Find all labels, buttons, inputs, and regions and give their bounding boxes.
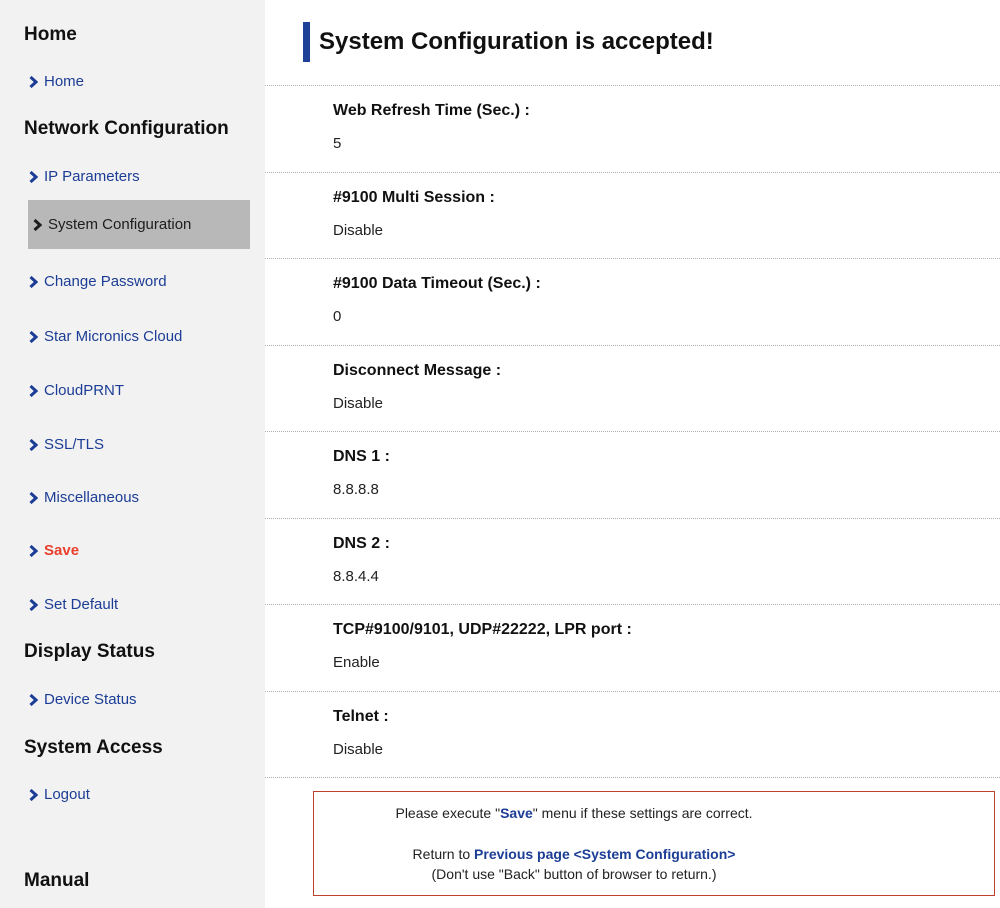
sidebar-heading-manual: Manual xyxy=(24,870,90,891)
field-label: Disconnect Message : xyxy=(333,361,502,379)
title-accent-bar xyxy=(303,22,310,62)
sidebar-item-label: IP Parameters xyxy=(44,168,140,185)
chevron-right-icon xyxy=(29,76,38,88)
sidebar-item-label: SSL/TLS xyxy=(44,436,105,453)
chevron-right-icon xyxy=(29,599,38,611)
field-label: #9100 Multi Session : xyxy=(333,188,495,206)
sidebar-item-label: Save xyxy=(44,542,80,559)
sidebar-item-label: Miscellaneous xyxy=(44,489,140,506)
sidebar-heading-system-access: System Access xyxy=(24,737,163,758)
sidebar-item-label: Set Default xyxy=(44,596,119,613)
field-label: DNS 1 : xyxy=(333,448,390,465)
field-label: TCP#9100/9101, UDP#22222, LPR port : xyxy=(333,621,632,638)
field-row-dns2 xyxy=(265,518,1000,605)
chevron-right-icon xyxy=(29,276,38,288)
sidebar-heading-home: Home xyxy=(24,24,77,45)
sidebar-item-home[interactable] xyxy=(29,72,84,92)
sidebar-item-ip-parameters[interactable] xyxy=(29,167,140,187)
field-value: 8.8.8.8 xyxy=(333,481,379,498)
field-label: #9100 Data Timeout (Sec.) : xyxy=(333,275,541,292)
field-row-disconnect-message xyxy=(265,345,1000,432)
previous-page-link[interactable]: Previous page <System Configuration> xyxy=(474,846,736,862)
field-value: Disable xyxy=(333,394,384,412)
field-row-telnet xyxy=(265,691,1000,778)
sidebar-item-label: CloudPRNT xyxy=(44,382,125,399)
sidebar-heading-display-status: Display Status xyxy=(24,641,155,662)
chevron-right-icon xyxy=(29,545,38,557)
sidebar-item-label: Device Status xyxy=(44,691,137,708)
notice-box xyxy=(313,791,995,896)
field-row-multi-session xyxy=(265,172,1000,259)
sidebar xyxy=(0,0,265,908)
field-row-ports xyxy=(265,604,1000,691)
chevron-right-icon xyxy=(29,385,38,397)
field-value: 0 xyxy=(333,308,342,325)
chevron-right-icon xyxy=(29,171,38,183)
chevron-right-icon xyxy=(29,492,38,504)
chevron-right-icon xyxy=(29,439,38,451)
field-label: DNS 2 : xyxy=(333,534,390,552)
field-row-dns1 xyxy=(265,431,1000,518)
chevron-right-icon xyxy=(29,331,38,343)
field-value: Disable xyxy=(333,740,384,758)
save-menu-emphasis: Save xyxy=(500,805,533,821)
notice-line-execute-save xyxy=(314,805,834,822)
sidebar-item-label: Change Password xyxy=(44,273,167,290)
field-value: Enable xyxy=(333,654,380,671)
chevron-right-icon xyxy=(29,789,38,801)
sidebar-item-label: Logout xyxy=(44,786,90,803)
field-row-data-timeout xyxy=(265,258,1000,345)
sidebar-item-set-default[interactable] xyxy=(29,595,118,615)
sidebar-item-star-micronics-cloud[interactable] xyxy=(29,327,182,347)
page-title: System Configuration is accepted! xyxy=(319,28,714,55)
chevron-right-icon xyxy=(29,694,38,706)
sidebar-item-logout[interactable] xyxy=(29,785,90,805)
sidebar-item-change-password[interactable] xyxy=(29,272,167,292)
sidebar-item-label: Home xyxy=(44,73,85,90)
notice-text: Please execute " xyxy=(395,805,501,821)
sidebar-heading-network-configuration: Network Configuration xyxy=(24,118,229,139)
sidebar-item-device-status[interactable] xyxy=(29,690,137,710)
notice-text: " menu if these settings are correct. xyxy=(532,805,753,821)
page-title-row xyxy=(265,0,1000,62)
field-value: 5 xyxy=(333,135,342,152)
sidebar-item-save[interactable] xyxy=(29,541,79,561)
sidebar-item-miscellaneous[interactable] xyxy=(29,488,139,508)
notice-line-return xyxy=(314,846,834,863)
main-content xyxy=(265,0,1000,896)
sidebar-item-label: Star Micronics Cloud xyxy=(44,328,183,345)
sidebar-item-ssl-tls[interactable] xyxy=(29,435,104,455)
field-value: Disable xyxy=(333,221,384,239)
notice-text: Return to xyxy=(412,846,475,862)
settings-list xyxy=(265,85,1000,778)
sidebar-item-system-configuration[interactable] xyxy=(28,200,250,249)
field-label: Web Refresh Time (Sec.) : xyxy=(333,102,530,119)
field-label: Telnet : xyxy=(333,707,389,725)
notice-line-back-warning: (Don't use "Back" button of browser to return.) xyxy=(431,866,717,882)
chevron-right-icon xyxy=(33,219,42,231)
sidebar-item-cloudprnt[interactable] xyxy=(29,381,124,401)
sidebar-item-label: System Configuration xyxy=(48,215,192,233)
field-value: 8.8.4.4 xyxy=(333,567,379,585)
field-row-web-refresh-time xyxy=(265,85,1000,172)
